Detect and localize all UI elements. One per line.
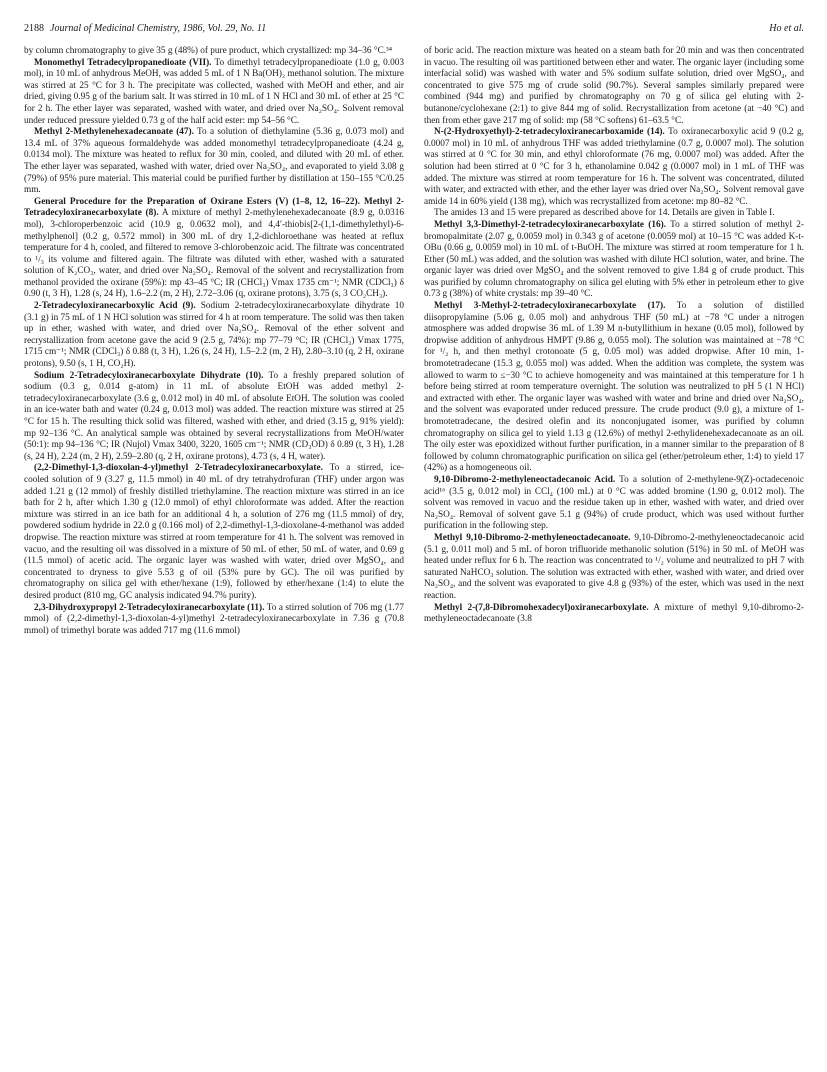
section-heading: General Procedure for the Preparation of Oxirane Esters (V) (1–8, 12, 16–22). Methyl 2-Tetradecyloxiranecarboxylate (8). <box>24 196 404 219</box>
paragraph <box>24 127 404 197</box>
paragraph <box>424 475 804 533</box>
paragraph-text: Sodium 2-tetradecyloxiranecarboxylate dihydrate 10 (3.1 g) in 75 mL of 1 N HCl solution was stirred for 4 h at room temperature. The solid was then taken up in ether, washed with water, and dried over Na₂SO₄. Removal of the ether solvent and recrystallization from acetone gave the acid 9 (2.5 g, 74%): mp 77–79 °C; IR (CHCl₃) Vmax 1775, 1715 cm⁻¹; NMR (CDCl₃) δ 0.88 (t, 3 H), 1.26 (s, 24 H), 1.5–2.2 (m, 2 H), 2.80–3.10 (q, 2 H, oxirane protons), 9.50 (s, 1 H, CO₂H). <box>24 301 405 370</box>
paragraph <box>424 603 804 626</box>
paragraph-text: To a solution of diethylamine (5.36 g, 0.073 mol) and 13.4 mL of 37% aqueous formaldehyde was added monomethyl tetradecylpropanedioate (4.24 g, 0.0134 mol). The mixture was heated to reflux for 30 min, cooled, and diluted with 20 mL of ether. The ether layer was separated, washed with water, dried over Na₂SO₄, and evaporated to yield 3.08 g (79%) of 95% pure material. This material could be purified further by distillation at 150–155 °C/0.25 mm. <box>24 127 405 196</box>
page-number: 2188 <box>24 23 44 34</box>
paragraph-text: To a stirred, ice-cooled solution of 9 (3.27 g, 11.5 mmol) in 40 mL of dry tetrahydrofuran (THF) under argon was added 1.21 g (12 mmol) of freshly distilled triethylamine. The reaction mixture was stirred in an ice bath for 2 h, after which 1.30 g (12.0 mmol) of ethyl chloroformate was added. After the reaction mixture was stirred in an ice bath for an additional 4 h, a solution of 276 mg (11.5 mmol) of dry, powdered sodium hydride in 22.0 g (0.166 mol) of 2,2-dimethyl-1,3-dioxolane-4-methanol was added dropwise. The reaction mixture was stirred at room temperature for 41 h. The solvent was removed in vacuo, and the resulting oil was dissolved in a mixture of 50 mL of ether, 50 mL of water, and 0.69 g (11.5 mmol) of acetic acid. The organic layer was washed with water, dried over MgSO₄, and concentrated to dryness to give 5.53 g of oil (53% pure by GC). The oil was purified by chromatography on silica gel with ether/hexane (1:9), followed by ether/hexane (1:4) to elute the desired product (810 mg, GC analysis indicated 94.7% purity). <box>24 463 404 601</box>
paragraph-text: To a solution of 2-methylene-9(Z)-octadecenoic acid¹⁶ (3.5 g, 0.012 mol) in CCl₄ (100 mL) at 0 °C was added bromine (1.90 g, 0.012 mol). The solvent was removed in vacuo and the residue taken up in ether, washed with water, and dried over Na₂SO₄. Removal of solvent gave 5.1 g (94%) of crude product, which was used without further purification in the following step. <box>424 474 805 532</box>
paragraph <box>24 46 404 58</box>
paragraph-text: 9,10-Dibromo-2-methyleneoctadecanoic acid (5.1 g, 0.011 mol) and 5 mL of boron trifluoride methanolic solution (51%) in 50 mL of MeOH was heated under reflux for 6 h. The reaction was concentrated to ¹/₂ volume and neutralized to pH 7 with saturated NaHCO₃ solution. The solution was extracted with ether, washed with water, and dried over Na₂SO₄, and the solvent was evaporated to give 4.8 g (93%) of the ester, which was used in the next reaction. <box>424 532 804 601</box>
section-heading: 2,3-Dihydroxypropyl 2-Tetradecyloxiranecarboxylate (11). <box>34 602 265 613</box>
section-heading: 2-Tetradecyloxiranecarboxylic Acid (9). <box>34 301 196 312</box>
paragraph <box>24 301 404 371</box>
paragraph <box>424 127 804 208</box>
running-head <box>24 20 804 38</box>
section-heading: 9,10-Dibromo-2-methyleneoctadecanoic Acid. <box>434 474 616 485</box>
paragraph-text: To oxiranecarboxylic acid 9 (0.2 g, 0.0007 mol) in 10 mL of anhydrous THF was added triethylamine (0.7 g, 0.0007 mol). The solution was stirred at 0 °C for 30 min, and ethyl chloroformate (76 mg, 0.0007 mol) was added. After the solution had been stirred at 0 °C for 3 h, ethanolamine 0.042 g (0.0007 mol) in 1 mL of THF was added. The mixture was stirred at room temperature for 16 h. The solvent was concentrated, diluted with water, and extracted with ether, and the ether layer was dried over Na₂SO₄. Solvent removal gave amide 14 in 60% yield (138 mg), which was recrystallized from acetone: mp 80–82 °C. <box>424 127 804 207</box>
paragraph-text: The amides 13 and 15 were prepared as described above for 14. Details are given in Table I. <box>434 208 775 219</box>
paragraph-text: A mixture of methyl 2-methylenehexadecanoate (8.9 g, 0.0316 mol), 3-chloroperbenzoic acid (10.9 g, 0.0632 mol), and 4,4′-thiobis[2-(1,1-dimethylethyl)-6-methylphenol] (0.2 g, 0.572 mmol) in 300 mL of dry 1,2-dichloroethane was heated at reflux temperature for 4 h, cooled, and filtered to remove 3-chlorobenzoic acid. The filtrate was concentrated to ¹/₃ its volume and filtered again. The filtrate was diluted with ether, washed with a saturated solution of K₂CO₃, water, and dried over Na₂SO₄. Removal of the solvent and recrystallization from methanol provided the oxirane (59%): mp 43–45 °C; IR (CHCl₃) Vmax 1735 cm⁻¹; NMR (CDCl₃) δ 0.90 (t, 3 H), 1.28 (s, 24 H), 1.6–2.2 (m, 2 H), 2.72–3.06 (q, oxirane protons), 3.75 (s, 3 CO₂CH₃). <box>24 208 404 300</box>
paragraph-text: To a freshly prepared solution of sodium (0.3 g, 0.014 g-atom) in 11 mL of absolute EtOH was added methyl 2-tetradecyloxiranecarboxylate (3.6 g, 0.012 mol) in 40 mL of absolute EtOH. The solution was cooled in an ice-water bath and water (0.24 g, 0.013 mol) was added. The reaction mixture was stirred at 25 °C for 15 h. The resulting thick solid was filtered, washed with ether, and dried (3.15 g, 91% yield): mp 92–136 °C. An analytical sample was obtained by several recrystallizations from MeOH/water (50:1): mp 94–136 °C; IR (Nujol) Vmax 3400, 3220, 1605 cm⁻¹; NMR (CD₃OD) δ 0.89 (t, 3 H), 1.28 (s, 24 H), 2.24 (m, 2 H), 2.59–2.80 (q, 2 H, oxirane protons), 4.73 (s, 4 H, water). <box>24 370 404 462</box>
journal-page <box>24 20 805 636</box>
running-head-authors: Ho et al. <box>769 23 804 34</box>
section-heading: Monomethyl Tetradecylpropanedioate (VII). <box>34 57 212 68</box>
paragraph <box>424 301 804 475</box>
paragraph-text: To a stirred solution of 706 mg (1.77 mmol) of (2,2-dimethyl-1,3-dioxolan-4-yl)methyl 2-tetradecyloxiranecarboxylate in 7.36 g (70.8 mmol) of trimethyl borate was added 717 mg (11.6 mmol) <box>24 602 404 636</box>
paragraph-text: To a stirred solution of methyl 2-bromopalmitate (2.07 g, 0.0059 mol) in 0.343 g of acetone (0.0059 mol) at 10–15 °C was added K-t-OBu (0.66 g, 0.0059 mol) in 10 mL of t-BuOH. The mixture was stirred at room temperature for 1 h. Ether (50 mL) was added, and the solution was washed with dilute HCl solution, water, and brine. The organic layer was dried over MgSO₄ and the solvent removed to give 1.84 g of crude product. This was purified by column chromatography on silica gel eluting with 5% ether in petroleum ether to give 0.73 g (38%) of white crystals: mp 39–40 °C. <box>424 219 804 300</box>
paragraph <box>424 46 804 127</box>
left-column <box>24 46 404 637</box>
section-heading: Methyl 3-Methyl-2-tetradecyloxiranecarboxylate (17). <box>434 301 666 312</box>
paragraph <box>24 58 404 128</box>
paragraph <box>24 197 404 301</box>
paragraph <box>424 220 804 301</box>
running-head-left <box>24 20 266 38</box>
section-heading: (2,2-Dimethyl-1,3-dioxolan-4-yl)methyl 2-Tetradecyloxiranecarboxylate. <box>34 463 323 474</box>
section-heading: Methyl 9,10-Dibromo-2-methyleneoctadecanoate. <box>434 532 631 543</box>
journal-citation: Journal of Medicinal Chemistry, 1986, Vol. 29, No. 11 <box>50 23 267 34</box>
paragraph <box>24 463 404 602</box>
section-heading: Methyl 3,3-Dimethyl-2-tetradecyloxiranecarboxylate (16). <box>434 219 667 230</box>
paragraph <box>424 533 804 603</box>
section-heading: Methyl 2-Methylenehexadecanoate (47). <box>34 127 194 138</box>
section-heading: N-(2-Hydroxyethyl)-2-tetradecyloxiranecarboxamide (14). <box>434 127 665 138</box>
paragraph-text: To dimethyl tetradecylpropanedioate (1.0 g, 0.003 mol), in 10 mL of anhydrous MeOH, was added 5 mL of 1 N Ba(OH)₂ methanol solution. The mixture was stirred at 25 °C for 3 h. The precipitate was collected, washed with MeOH and ether, and air dried, giving 0.95 g of the barium salt. It was stirred in 10 mL of 1 N HCl and 30 mL of ether at 25 °C for 2 h. The ether layer was separated, washed with water, and dried over Na₂SO₄. Solvent removal under reduced pressure yielded 0.73 g of the half acid ester: mp 54–56 °C. <box>24 57 404 126</box>
section-heading: Sodium 2-Tetradecyloxiranecarboxylate Dihydrate (10). <box>34 370 264 381</box>
paragraph-text: To a solution of distilled diisopropylamine (5.06 g, 0.05 mol) and anhydrous THF (50 mL) at −78 °C under a nitrogen atmosphere was added dropwise 36 mL of 1.39 M n-butyllithium in hexane (0.05 mol), followed by dropwise addition of anhydrous HMPT (9.86 g, 0.055 mol). The solution was maintained at −78 °C for ¹/₂ h, and then methyl crotonoate (5 g, 0.05 mol) was added dropwise. After 10 min, 1-bromotetradecane (15.3 g, 0.055 mol) was added. When the addition was complete, the system was allowed to warm to ≤−30 °C to achieve homogeneity and was maintained at this temperature for 1 h before being stirred at room temperature overnight. The solution was neutralized to pH 5 (1 N HCl) and extracted with ether. The organic layer was washed with water and brine and dried over Na₂SO₄, and the solvent was evaporated under reduced pressure. The crude product (9.0 g), a mixture of 1-bromotetradecane, the desired olefin and its nonconjugated isomer, was purified by column chromatography on silica gel to yield 1.13 g (12.6%) of methyl 2-ethylidenehexadecanoate as an oil. The oily ester was epoxidized without further purification, in a manner similar to the preparation of 8 followed by column chromatographic purification on silica gel (ether/petroleum ether, 1:4) to yield 17 (42%) as a homogeneous oil. <box>424 301 805 474</box>
section-heading: Methyl 2-(7,8-Dibromohexadecyl)oxiranecarboxylate. <box>434 602 649 613</box>
paragraph-text: A mixture of methyl 9,10-dibromo-2-methyleneoctadecanoate (3.8 <box>424 602 804 625</box>
two-column-body <box>24 46 804 637</box>
paragraph <box>424 208 804 220</box>
paragraph <box>24 371 404 464</box>
paragraph <box>24 603 404 638</box>
paragraph-text: of boric acid. The reaction mixture was heated on a steam bath for 20 min and was then concentrated in vacuo. The resulting oil was partitioned between ether and water. The organic layer (including some interfacial solid) was washed with water and 5% sodium sulfate solution, dried over MgSO₄, and concentrated to give 575 mg of crude solid (90.7%). Several samples similarly prepared were combined (944 mg) and purified by chromatography on 70 g of silica gel eluting with 2-butanone/cyclohexane (2:1) to give 844 mg of solid. Recrystallization from acetone (at −40 °C) and then from ether gave 217 mg of solid: mp (58 °C softens) 61–63.5 °C. <box>424 46 804 126</box>
right-column <box>424 46 804 637</box>
paragraph-text: by column chromatography to give 35 g (48%) of pure product, which crystallized: mp 34–36 °C.³⁴ <box>24 46 393 56</box>
